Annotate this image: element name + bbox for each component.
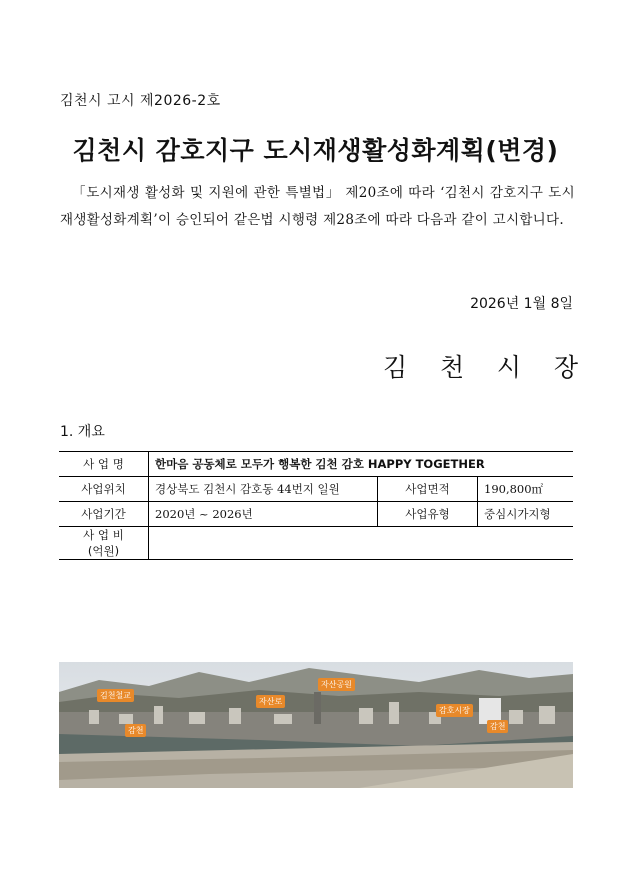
photo-label: 감천 bbox=[487, 720, 508, 733]
issuer-char: 시 bbox=[496, 353, 522, 382]
photo-label: 감호시장 bbox=[436, 704, 473, 717]
area-label: 사업면적 bbox=[378, 477, 478, 502]
document-title: 김천시 감호지구 도시재생활성화계획(변경) bbox=[72, 136, 559, 165]
cost-label: 사 업 비 bbox=[83, 528, 124, 542]
project-name-label: 사 업 명 bbox=[59, 452, 149, 477]
type-label: 사업유형 bbox=[378, 502, 478, 527]
location-label: 사업위치 bbox=[59, 477, 149, 502]
issuer-char: 천 bbox=[439, 353, 465, 382]
period-value: 2020년 ~ 2026년 bbox=[149, 502, 378, 527]
location-value: 경상북도 김천시 감호동 44번지 일원 bbox=[149, 477, 378, 502]
area-value: 190,800㎡ bbox=[478, 477, 574, 502]
type-value: 중심시가지형 bbox=[478, 502, 574, 527]
table-row bbox=[59, 477, 573, 502]
issuer-char: 장 bbox=[553, 353, 578, 382]
table-row bbox=[59, 452, 573, 477]
photo-label: 자산로 bbox=[256, 695, 285, 708]
cost-value bbox=[149, 527, 574, 560]
project-name-value: 한마음 공동체로 모두가 행복한 김천 감호 HAPPY TOGETHER bbox=[149, 452, 574, 477]
issuer-char: 김 bbox=[383, 353, 408, 382]
notice-number: 김천시 고시 제2026-2호 bbox=[60, 93, 221, 109]
notice-date: 2026년 1월 8일 bbox=[470, 296, 573, 312]
photo-label: 감천 bbox=[125, 724, 146, 737]
section-heading: 1. 개요 bbox=[60, 424, 105, 440]
cost-label-cell bbox=[59, 527, 149, 560]
panorama-photo bbox=[59, 662, 573, 788]
issuer bbox=[383, 348, 578, 384]
table-row bbox=[59, 527, 573, 560]
notice-body: 「도시재생 활성화 및 지원에 관한 특별법」 제20조에 따라 ‘김천시 감호지구 도시재생활성화계획’이 승인되어 같은법 시행령 제28조에 따라 다음과 같이 고시합니다. bbox=[60, 185, 575, 228]
table-row bbox=[59, 502, 573, 527]
cost-unit: (억원) bbox=[87, 544, 120, 558]
photo-label: 김천철교 bbox=[97, 689, 134, 702]
period-label: 사업기간 bbox=[59, 502, 149, 527]
overview-table bbox=[59, 451, 573, 560]
photo-label: 자산공원 bbox=[318, 678, 355, 691]
